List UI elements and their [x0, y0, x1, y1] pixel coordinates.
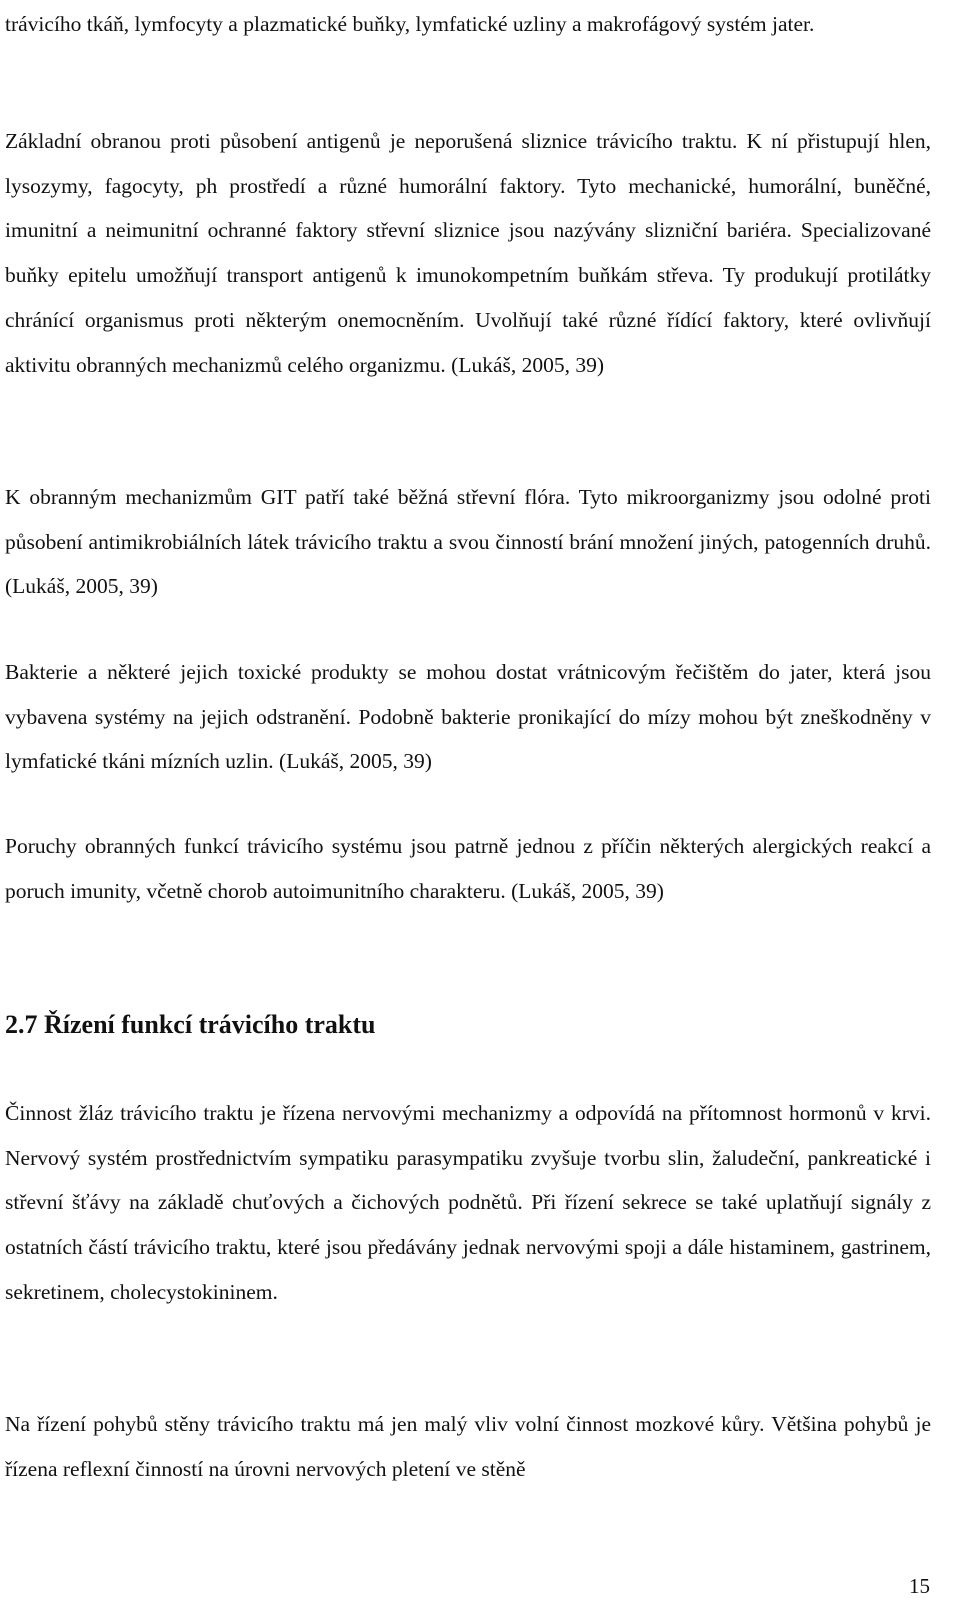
- paragraph-mucosal-barrier: Základní obranou proti působení antigenů je neporušená sliznice trávicího traktu. K ní přistupují hlen, lysozymy, fagocyty, ph prostředí a různé humorální faktory. Tyto mechanické, humorální, buněčné, imunitní a neimunitní ochranné faktory střevní sliznice jsou nazývány slizniční bariéra. Specializované buňky epitelu umožňují transport antigenů k imunokompetním buňkám střeva. Ty produkují protilátky chránící organismus proti některým onemocněním. Uvolňují také různé řídící faktory, které ovlivňují aktivitu obranných mechanizmů celého organizmu. (Lukáš, 2005, 39): [5, 129, 931, 377]
- paragraph-motility-control: Na řízení pohybů stěny trávicího traktu má jen malý vliv volní činnost mozkové kůry. Většina pohybů je řízena reflexní činností na úrovni nervových pletení ve stěně: [5, 1412, 931, 1481]
- paragraph-lymphatic-tissue: trávicího tkáň, lymfocyty a plazmatické buňky, lymfatické uzliny a makrofágový systém jater.: [5, 12, 815, 36]
- section-heading: 2.7 Řízení funkcí trávicího traktu: [5, 1010, 376, 1039]
- page-number: 15: [909, 1574, 930, 1598]
- paragraph-intestinal-flora: K obranným mechanizmům GIT patří také běžná střevní flóra. Tyto mikroorganizmy jsou odolné proti působení antimikrobiálních látek trávicího traktu a svou činností brání množení jiných, patogenních druhů. (Lukáš, 2005, 39): [5, 485, 931, 599]
- paragraph-gland-control: Činnost žláz trávicího traktu je řízena nervovými mechanizmy a odpovídá na přítomnost hormonů v krvi. Nervový systém prostřednictvím sympatiku parasympatiku zvyšuje tvorbu slin, žaludeční, pankreatické i střevní šťávy na základě chuťových a čichových podnětů. Při řízení sekrece se také uplatňují signály z ostatních částí trávicího traktu, které jsou předávány jednak nervovými spoji a dále histaminem, gastrinem, sekretinem, cholecystokininem.: [5, 1101, 931, 1304]
- paragraph-bacteria-liver: Bakterie a některé jejich toxické produkty se mohou dostat vrátnicovým řečištěm do jater, která jsou vybavena systémy na jejich odstranění. Podobně bakterie pronikající do mízy mohou být zneškodněny v lymfatické tkáni mízních uzlin. (Lukáš, 2005, 39): [5, 660, 931, 774]
- paragraph-defense-disorders: Poruchy obranných funkcí trávicího systému jsou patrně jednou z příčin některých alergických reakcí a poruch imunity, včetně chorob autoimunitního charakteru. (Lukáš, 2005, 39): [5, 834, 931, 903]
